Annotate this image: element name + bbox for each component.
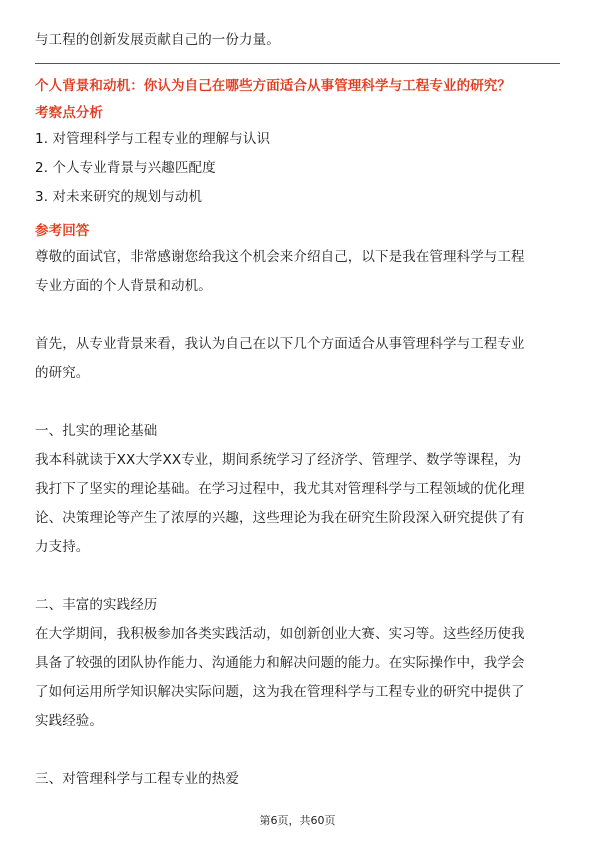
- section-2-title: 二、丰富的实践经历: [35, 597, 158, 613]
- section-2-line: 具备了较强的团队协作能力、沟通能力和解决问题的能力。在实际操作中，我学会: [35, 655, 525, 671]
- answer-intro-line: 专业方面的个人背景和动机。: [35, 278, 212, 294]
- answer-intro-line: 尊敬的面试官，非常感谢您给我这个机会来介绍自己，以下是我在管理科学与工程: [35, 249, 525, 265]
- previous-paragraph-tail: 与工程的创新发展贡献自己的一份力量。: [35, 32, 280, 48]
- section-1-line: 我打下了坚实的理论基础。在学习过程中，我尤其对管理科学与工程领域的优化理: [35, 481, 525, 497]
- analysis-item: 2. 个人专业背景与兴趣匹配度: [35, 160, 216, 176]
- section-1-line: 我本科就读于XX大学XX专业，期间系统学习了经济学、管理学、数学等课程，为: [35, 452, 522, 468]
- question-title: 个人背景和动机：你认为自己在哪些方面适合从事管理科学与工程专业的研究？: [35, 78, 511, 94]
- section-2-line: 在大学期间，我积极参加各类实践活动，如创新创业大赛、实习等。这些经历使我: [35, 626, 525, 642]
- section-2-line: 实践经验。: [35, 713, 103, 729]
- section-2-line: 了如何运用所学知识解决实际问题，这为我在管理科学与工程专业的研究中提供了: [35, 684, 525, 700]
- analysis-heading: 考察点分析: [35, 105, 103, 121]
- section-1-title: 一、扎实的理论基础: [35, 423, 158, 439]
- analysis-item: 1. 对管理科学与工程专业的理解与认识: [35, 131, 271, 147]
- answer-first-line: 的研究。: [35, 365, 90, 381]
- answer-heading: 参考回答: [35, 223, 90, 239]
- page-number: 第6页，共60页: [259, 814, 336, 827]
- section-divider: [35, 63, 560, 64]
- section-1-line: 力支持。: [35, 539, 90, 555]
- section-3-title: 三、对管理科学与工程专业的热爱: [35, 771, 239, 787]
- analysis-item: 3. 对未来研究的规划与动机: [35, 189, 203, 205]
- section-1-line: 论、决策理论等产生了浓厚的兴趣，这些理论为我在研究生阶段深入研究提供了有: [35, 510, 525, 526]
- answer-first-line: 首先，从专业背景来看，我认为自己在以下几个方面适合从事管理科学与工程专业: [35, 336, 525, 352]
